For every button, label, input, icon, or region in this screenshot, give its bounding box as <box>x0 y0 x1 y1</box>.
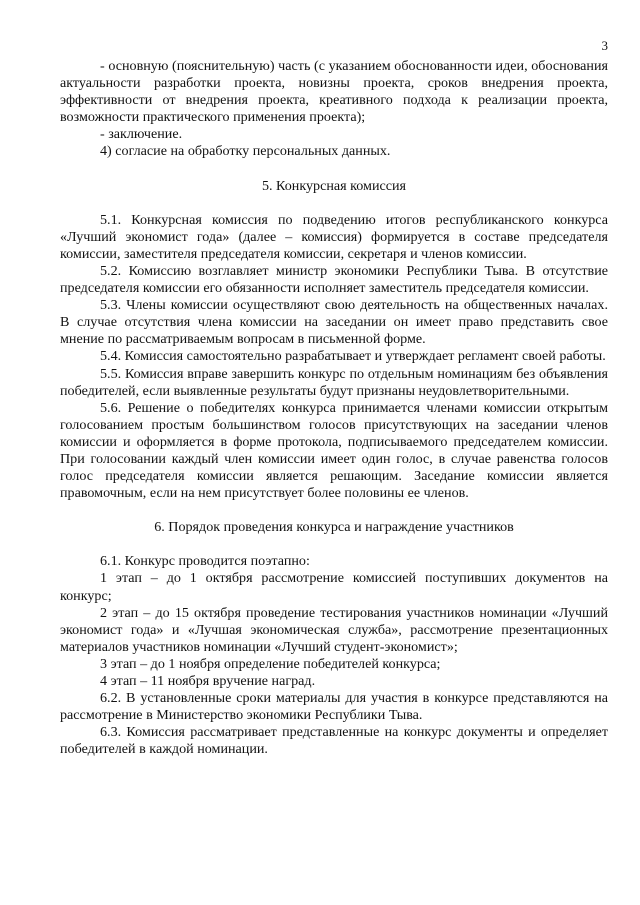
section-5-title: 5. Конкурсная комиссия <box>261 177 407 194</box>
section-6-paragraph: 3 этап – до 1 ноября определение победителей конкурса; <box>100 655 441 672</box>
section-6-paragraph: 2 этап – до 15 октября проведение тестирования участников номинации «Лучший экономист года» и «Лучшая экономическая служба», рассмотрение презентационных материалов участников номинации «Лучший студент-экономист»; <box>60 604 608 655</box>
section-6-body <box>60 553 608 758</box>
intro-block <box>60 58 608 161</box>
section-6-paragraph: 4 этап – 11 ноября вручение наград. <box>100 673 316 689</box>
section-5-paragraph: 5.2. Комиссию возглавляет министр экономики Республики Тыва. В отсутствие председателя комиссии его обязанности исполняет заместитель председателя комиссии. <box>60 262 608 297</box>
section-5-paragraph: 5.5. Комиссия вправе завершить конкурс по отдельным номинациям без объявления победителей, если выявленные результаты будут признаны неудовлетворительными. <box>60 365 608 399</box>
section-6-paragraph: 6.2. В установленные сроки материалы для участия в конкурсе представляются на рассмотрение в Министерство экономики Республики Тыва. <box>60 690 608 724</box>
intro-paragraph: - основную (пояснительную) часть (с указанием обоснованности идеи, обоснования актуальности разработки проекта, новизны проекта, сроков внедрения проекта, эффективности от внедрения проекта, креативного подхода к реализации проекта, возможности практического применения проекта); <box>60 58 608 126</box>
section-6-paragraph: 6.1. Конкурс проводится поэтапно: <box>100 553 310 570</box>
section-6-paragraph: 6.3. Комиссия рассматривает представленные на конкурс документы и определяет победителей в каждой номинации. <box>60 724 608 758</box>
intro-paragraph: - заключение. <box>100 126 183 143</box>
section-5-body <box>60 212 608 503</box>
intro-paragraph: 4) согласие на обработку персональных данных. <box>100 143 391 160</box>
page-number: 3 <box>601 38 608 53</box>
section-5-paragraph: 5.3. Члены комиссии осуществляют свою деятельность на общественных началах. В случае отсутствия члена комиссии на заседании он имеет право представить свое мнение по рассматриваемым вопросам в письменной форме. <box>60 297 608 348</box>
section-5-paragraph: 5.4. Комиссия самостоятельно разрабатывает и утверждает регламент своей работы. <box>100 348 606 365</box>
section-6-title: 6. Порядок проведения конкурса и награждение участников <box>154 519 514 536</box>
section-5-paragraph: 5.6. Решение о победителях конкурса принимается членами комиссии открытым голосованием простым большинством голосов присутствующих на заседании членов комиссии и оформляется в форме протокола, подписываемого председателем комиссии. При голосовании каждый член комиссии имеет один голос, в случае равенства голосов голос председателя комиссии является решающим. Заседание комиссии является правомочным, если на нем присутствует более половины ее членов. <box>60 399 608 502</box>
section-6-paragraph: 1 этап – до 1 октября рассмотрение комиссией поступивших документов на конкурс; <box>60 570 608 604</box>
section-5-paragraph: 5.1. Конкурсная комиссия по подведению итогов республиканского конкурса «Лучший экономист года» (далее – комиссия) формируется в составе председателя комиссии, заместителя председателя комиссии, секретаря и членов комиссии. <box>60 211 608 262</box>
